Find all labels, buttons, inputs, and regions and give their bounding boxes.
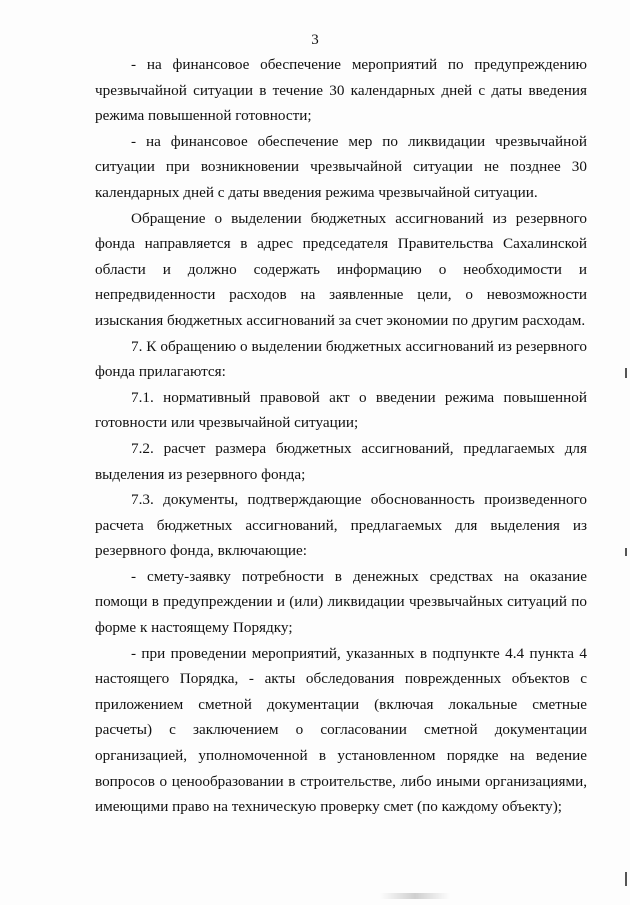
scan-smudge [380,893,450,899]
scan-edge-mark [625,548,627,556]
paragraph-liquidation-financing: - на финансовое обеспечение мер по ликвидации чрезвычайной ситуации при возникновении чрезвычайной ситуации не позднее 30 календарных дней с даты введения режима чрезвычайной ситуации. [95,132,587,201]
paragraph-prevention-financing: - на финансовое обеспечение мероприятий по предупреждению чрезвычайной ситуации в течение 30 календарных дней с даты введения режима повышенной готовности; [95,56,587,125]
document-body [95,52,587,820]
paragraph-item-7-2: 7.2. расчет размера бюджетных ассигнований, предлагаемых для выделения из резервного фонда; [95,439,587,483]
page-number: 3 [311,32,319,48]
paragraph-estimate-request: - смету-заявку потребности в денежных средствах на оказание помощи в предупреждении и (или) ликвидации чрезвычайных ситуаций по форме к настоящему Порядку; [95,567,587,637]
paragraph-section-7: 7. К обращению о выделении бюджетных ассигнований из резервного фонда прилагаются: [95,337,587,381]
paragraph-inspection-acts: - при проведении мероприятий, указанных в подпункте 4.4 пункта 4 настоящего Порядка, - акты обследования поврежденных объектов с приложением сметной документации (включая локальные сметные расчеты) с заключением о согласовании сметной документации организацией, уполномоченной в установленном порядке на ведение вопросов о ценообразовании в строительстве, либо иными организациями, имеющими право на техническую проверку смет (по каждому объекту); [95,644,587,816]
paragraph-item-7-3: 7.3. документы, подтверждающие обоснованность произведенного расчета бюджетных ассигнований, предлагаемых для выделения из резервного фонда, включающие: [95,491,587,560]
scan-edge-mark [625,368,627,378]
scan-edge-mark [625,872,627,886]
paragraph-item-7-1: 7.1. нормативный правовой акт о введении режима повышенной готовности или чрезвычайной ситуации; [95,388,587,432]
paragraph-request-address: Обращение о выделении бюджетных ассигнований из резервного фонда направляется в адрес председателя Правительства Сахалинской области и должно содержать информацию о необходимости и непредвиденности расходов на заявленные цели, о невозможности изыскания бюджетных ассигнований за счет экономии по другим расходам. [95,209,587,329]
